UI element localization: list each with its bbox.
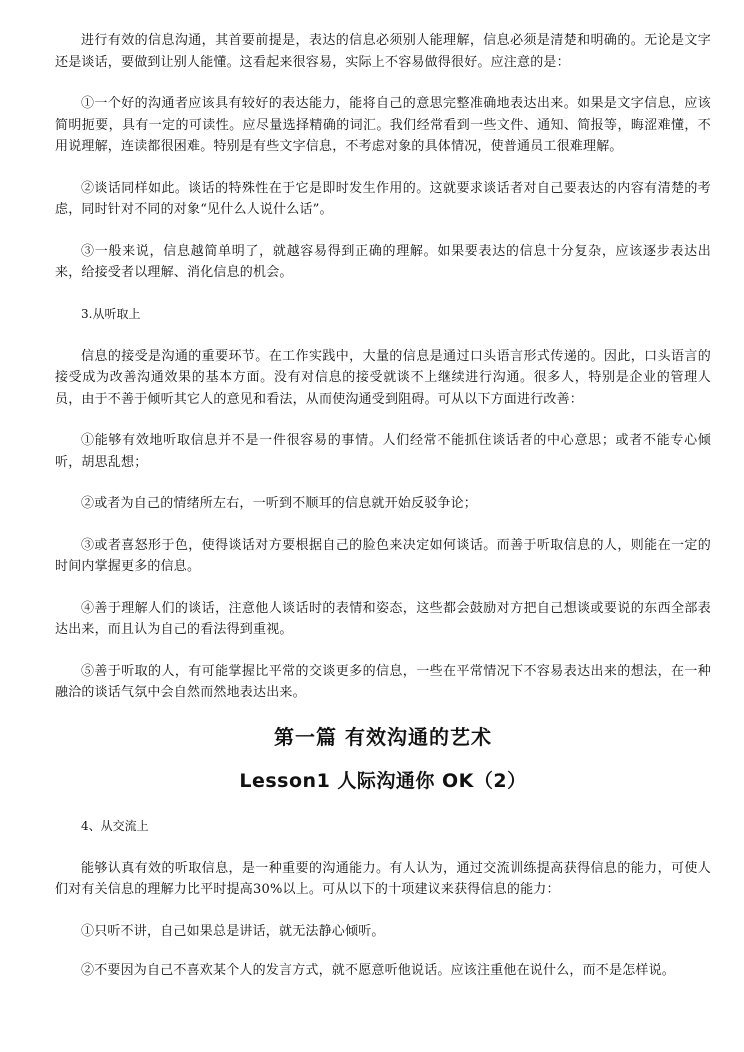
- paragraph-listening-4: ④善于理解人们的谈话，注意他人谈话时的表情和姿态，这些都会鼓励对方把自己想谈或要说的东西全部表达出来，而且认为自己的看法得到重视。: [55, 600, 711, 637]
- paragraph-point-1: ①一个好的沟通者应该具有较好的表达能力，能将自己的意思完整准确地表达出来。如果是文字信息，应该简明扼要，具有一定的可读性。应尽量选择精确的词汇。我们经常看到一些文件、通知、简报等，晦涩难懂，不用说理解，连读都很困难。特别是有些文字信息，不考虑对象的具体情况，使普通员工很难理解。: [55, 96, 711, 154]
- paragraph-listening-1: ①能够有效地听取信息并不是一件很容易的事情。人们经常不能抓住谈话者的中心意思；或者不能专心倾听，胡思乱想；: [55, 433, 711, 470]
- paragraph-point-3: ③一般来说，信息越简单明了，就越容易得到正确的理解。如果要表达的信息十分复杂，应该逐步表达出来，给接受者以理解、消化信息的机会。: [55, 243, 711, 280]
- chapter-title: 第一篇 有效沟通的艺术: [274, 724, 492, 749]
- paragraph-exchange-intro: 能够认真有效的听取信息，是一种重要的沟通能力。有人认为，通过交流训练提高获得信息的能力，可使人们对有关信息的理解力比平时提高30%以上。可从以下的十项建议来获得信息的能力：: [55, 860, 711, 897]
- paragraph-exchange-2: ②不要因为自己不喜欢某个人的发言方式，就不愿意听他说话。应该注重他在说什么，而不是怎样说。: [81, 963, 676, 978]
- paragraph-listening-5: ⑤善于听取的人，有可能掌握比平常的交谈更多的信息，一些在平常情况下不容易表达出来的想法，在一种融洽的谈话气氛中会自然而然地表达出来。: [55, 663, 711, 700]
- document-page: [55, 30, 711, 1000]
- paragraph-listening-intro: 信息的接受是沟通的重要环节。在工作实践中，大量的信息是通过口头语言形式传递的。因此，口头语言的接受成为改善沟通效果的基本方面。没有对信息的接受就谈不上继续进行沟通。很多人，特别是企业的管理人员，由于不善于倾听其它人的意见和看法，从而使沟通受到阻碍。可从以下方面进行改善：: [55, 348, 711, 407]
- paragraph-point-2: ②谈话同样如此。谈话的特殊性在于它是即时发生作用的。这就要求谈话者对自己要表达的内容有清楚的考虑，同时针对不同的对象“见什么人说什么话”。: [55, 180, 711, 217]
- lesson-title: Lesson1 人际沟通你 OK（2）: [239, 769, 527, 792]
- section-heading-listening: 3.从听取上: [81, 306, 141, 321]
- section-heading-exchange: 4、从交流上: [81, 818, 149, 833]
- paragraph-listening-3: ③或者喜怒形于色，使得谈话对方要根据自己的脸色来决定如何谈话。而善于听取信息的人，则能在一定的时间内掌握更多的信息。: [55, 537, 711, 574]
- paragraph-listening-2: ②或者为自己的情绪所左右，一听到不顺耳的信息就开始反驳争论；: [81, 496, 478, 511]
- paragraph-intro: 进行有效的信息沟通，其首要前提是，表达的信息必须别人能理解，信息必须是清楚和明确的。无论是文字还是谈话，要做到让别人能懂。这看起来很容易，实际上不容易做得很好。应注意的是：: [55, 33, 711, 70]
- paragraph-exchange-1: ①只听不讲，自己如果总是讲话，就无法静心倾听。: [81, 923, 385, 939]
